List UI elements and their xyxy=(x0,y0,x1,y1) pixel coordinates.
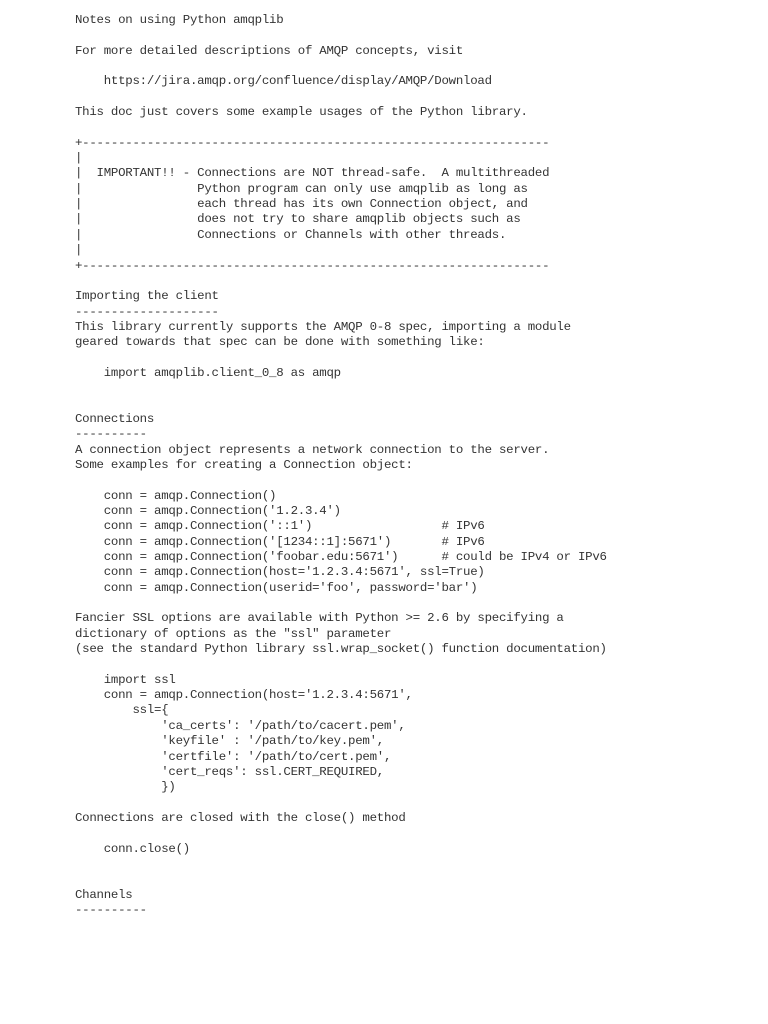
doc-line xyxy=(75,28,755,43)
doc-line xyxy=(75,826,755,841)
doc-line: Importing the client xyxy=(75,289,219,304)
doc-line: | does not try to share amqplib objects such as xyxy=(75,212,521,227)
doc-line: conn = amqp.Connection('[1234::1]:5671') # IPv6 xyxy=(75,534,485,549)
doc-line: conn = amqp.Connection(userid='foo', password='bar') xyxy=(75,580,478,595)
doc-line: Notes on using Python amqplib xyxy=(75,13,284,27)
doc-line xyxy=(75,796,755,811)
doc-line: https://jira.amqp.org/confluence/display/AMQP/Download xyxy=(75,74,492,89)
doc-line: | Python program can only use amqplib as long as xyxy=(75,181,528,196)
doc-line xyxy=(75,381,755,396)
doc-line xyxy=(75,90,755,105)
doc-line: 'keyfile' : '/path/to/key.pem', xyxy=(75,734,384,749)
doc-line: 'ca_certs': '/path/to/cacert.pem', xyxy=(75,718,406,733)
doc-line: conn = amqp.Connection(host='1.2.3.4:5671', ssl=True) xyxy=(75,565,485,580)
doc-line xyxy=(75,120,755,135)
doc-line: conn = amqp.Connection('::1') # IPv6 xyxy=(75,519,485,534)
doc-line xyxy=(75,397,755,412)
doc-line: ---------- xyxy=(75,902,147,917)
doc-line: 'certfile': '/path/to/cert.pem', xyxy=(75,749,392,764)
doc-line: ssl={ xyxy=(75,703,169,718)
doc-line: conn = amqp.Connection(host='1.2.3.4:5671', xyxy=(75,688,413,703)
doc-line: (see the standard Python library ssl.wrap_socket() function documentation) xyxy=(75,642,607,657)
doc-line xyxy=(75,351,755,366)
doc-line xyxy=(75,857,755,872)
doc-line: This library currently supports the AMQP 0-8 spec, importing a module xyxy=(75,319,571,334)
doc-line: | xyxy=(75,243,83,258)
doc-line xyxy=(75,596,755,611)
doc-line: Channels xyxy=(75,887,133,902)
doc-line: conn = amqp.Connection() xyxy=(75,488,277,503)
doc-line xyxy=(75,59,755,74)
doc-line: conn.close() xyxy=(75,841,190,856)
doc-line: +----------------------------------------------------------------- xyxy=(75,258,550,273)
doc-line: conn = amqp.Connection('1.2.3.4') xyxy=(75,504,341,518)
doc-line xyxy=(75,872,755,887)
doc-line: import ssl xyxy=(75,672,176,687)
doc-line: | xyxy=(75,151,83,166)
doc-line xyxy=(75,274,755,289)
doc-line: A connection object represents a network connection to the server. xyxy=(75,442,550,457)
doc-line: import amqplib.client_0_8 as amqp xyxy=(75,365,341,380)
doc-line: For more detailed descriptions of AMQP concepts, visit xyxy=(75,43,464,58)
doc-line: dictionary of options as the "ssl" parameter xyxy=(75,626,392,641)
doc-line: geared towards that spec can be done with something like: xyxy=(75,335,485,350)
doc-line: This doc just covers some example usages of the Python library. xyxy=(75,105,528,120)
doc-line: Some examples for creating a Connection object: xyxy=(75,457,413,472)
doc-line: Fancier SSL options are available with Python >= 2.6 by specifying a xyxy=(75,611,564,626)
doc-line: | IMPORTANT!! - Connections are NOT thread-safe. A multithreaded xyxy=(75,166,550,181)
doc-line xyxy=(75,473,755,488)
doc-line: Connections xyxy=(75,411,155,426)
doc-line: ---------- xyxy=(75,427,147,442)
doc-line: | Connections or Channels with other threads. xyxy=(75,227,507,242)
doc-line: conn = amqp.Connection('foobar.edu:5671') # could be IPv4 or IPv6 xyxy=(75,550,607,565)
doc-line: -------------------- xyxy=(75,304,219,319)
doc-line: Connections are closed with the close() method xyxy=(75,810,406,825)
doc-line: 'cert_reqs': ssl.CERT_REQUIRED, xyxy=(75,764,384,779)
doc-line: +----------------------------------------------------------------- xyxy=(75,135,550,150)
doc-line xyxy=(75,657,755,672)
doc-line: }) xyxy=(75,780,176,795)
document-page xyxy=(75,13,755,918)
doc-line: | each thread has its own Connection object, and xyxy=(75,197,528,212)
